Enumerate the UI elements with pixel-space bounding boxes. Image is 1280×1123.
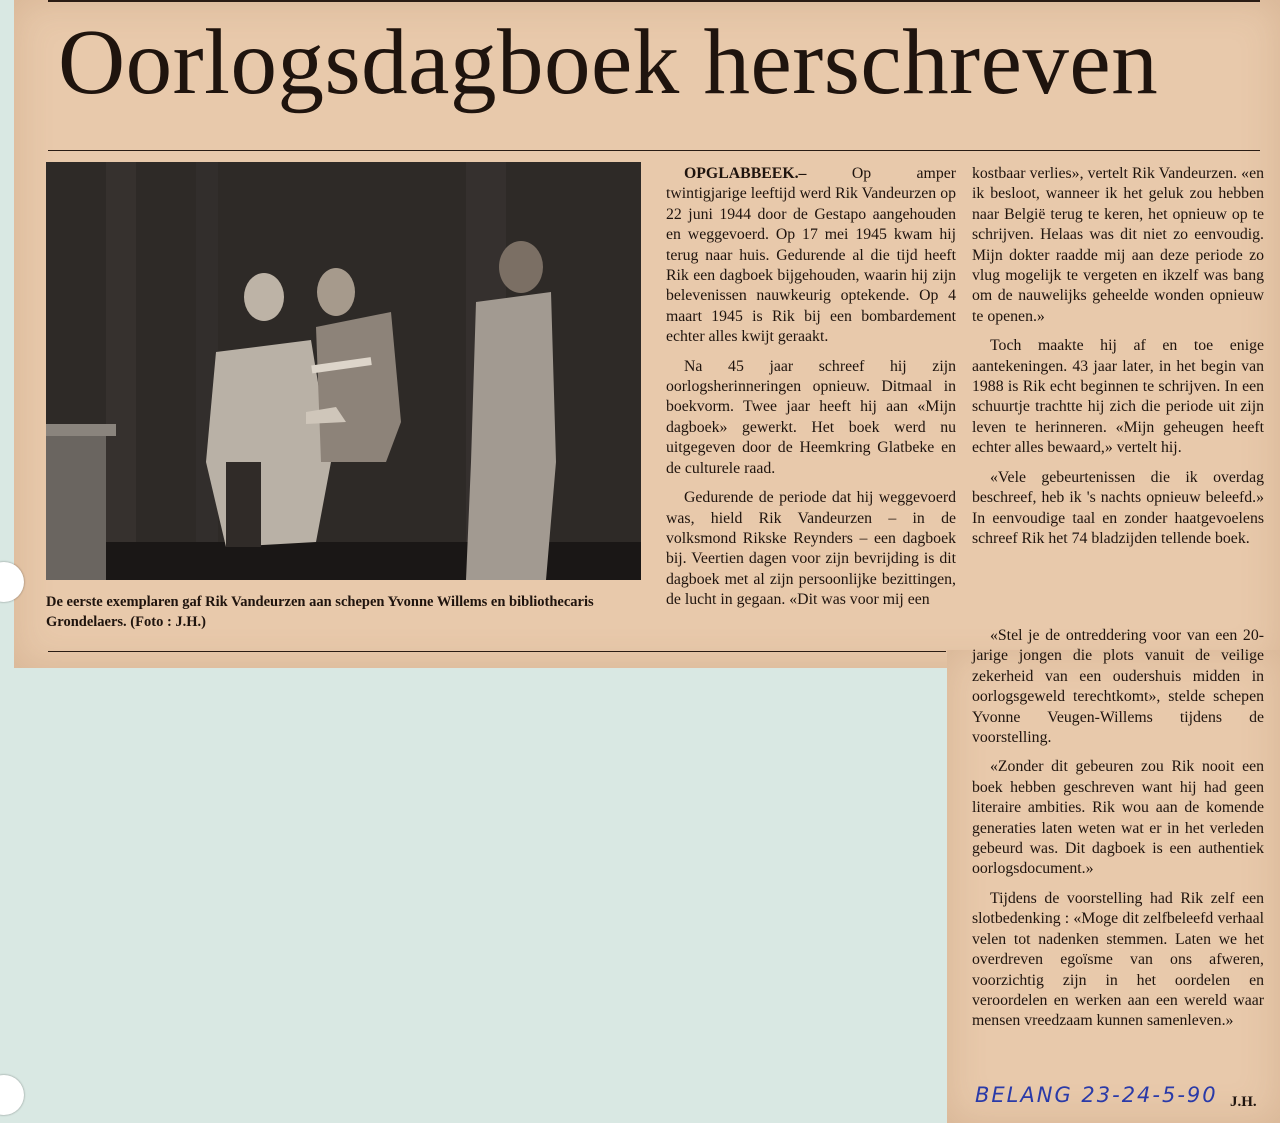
top-rule bbox=[48, 0, 1260, 2]
paragraph: Na 45 jaar schreef hij zijn oorlogsherinneringen opnieuw. Ditmaal in boekvorm. Twee jaar heeft hij aan «Mijn dagboek» gewerkt. Het boek werd nu uitgegeven door de Heemkring Glatbeke en de culturele raad. bbox=[666, 357, 956, 477]
paragraph: kostbaar verlies», vertelt Rik Vandeurzen. «en ik besloot, wanneer ik het geluk zou hebben naar België terug te keren, het opnieuw op te schrijven. Helaas was dit niet zo eenvoudig. Mijn dokter raadde mij aan deze periode zo vlug mogelijk te vergeten en ikzelf was bang om de nauwelijks geheelde wonden opnieuw te openen.» bbox=[972, 165, 1264, 325]
news-photo bbox=[46, 162, 641, 580]
paragraph: «Stel je de ontreddering voor van een 20-jarige jongen die plots vanuit de veilige zekerheid van een oudershuis midden in oorlogsgeweld terechtkomt», stelde schepen Yvonne Veugen-Willems tijdens de voorstelling. bbox=[972, 627, 1264, 747]
article-column-1 bbox=[666, 164, 956, 620]
paragraph: Tijdens de voorstelling had Rik zelf een slotbedenking : «Moge dit zelfbeleefd verhaal velen tot nadenken stemmen. Laten we het overdreven egoïsme van ons afweren, voorzichtig zijn in het oordelen en veroordelen en werken aan een wereld waar mensen vreedzaam kunnen samenleven.» bbox=[972, 889, 1264, 1030]
bottom-rule bbox=[48, 651, 946, 652]
paragraph bbox=[666, 164, 956, 348]
punch-hole bbox=[0, 1075, 24, 1115]
author-signature: J.H. bbox=[1230, 1094, 1257, 1110]
photo-caption: De eerste exemplaren gaf Rik Vandeurzen aan schepen Yvonne Willems en bibliothecaris Grondelaers. (Foto : J.H.) bbox=[46, 594, 594, 630]
headline: Oorlogsdagboek herschreven bbox=[58, 11, 1159, 114]
paragraph: «Zonder dit gebeuren zou Rik nooit een boek hebben geschreven want hij had geen literaire ambities. Rik wou aan de komende generaties laten weten wat er in het verleden gebeurd was. Dit dagboek is een authentiek oorlogsdocument.» bbox=[972, 758, 1264, 878]
paragraph: Gedurende de periode dat hij weggevoerd was, hield Rik Vandeurzen – in de volksmond Rikske Reynders – een dagboek bij. Veertien dagen voor zijn bevrijding is dit dagboek met al zijn persoonlijke bezittingen, de lucht in gegaan. «Dit was voor mij een bbox=[666, 489, 956, 609]
dateline: OPGLABBEEK.– bbox=[684, 165, 807, 182]
article-column-3 bbox=[972, 626, 1264, 1041]
paragraph: «Vele gebeurtenissen die ik overdag beschreef, heb ik 's nachts opnieuw beleefd.» In eenvoudige taal en zonder haatgevoelens schreef Rik het 74 bladzijden tellende boek. bbox=[972, 468, 1264, 547]
headline-rule bbox=[48, 150, 1260, 151]
paragraph-text: Op amper twintigjarige leeftijd werd Rik Vandeurzen op 22 juni 1944 door de Gestapo aangehouden en weggevoerd. Op 17 mei 1945 kwam hij terug naar huis. Gedurende al die tijd heeft Rik een dagboek bijgehouden, waarin hij zijn belevenissen nauwkeurig optekende. Op 4 maart 1945 is Rik bij een bombardement echter alles kwijt geraakt. bbox=[666, 165, 956, 346]
photo-illustration bbox=[46, 162, 641, 580]
paragraph: Toch maakte hij af en toe enige aantekeningen. 43 jaar later, in het begin van 1988 is Rik echt beginnen te schrijven. In een schuurtje trachtte hij zich die periode uit zijn leven te herinneren. «Mijn geheugen heeft echter alles bewaard,» vertelt hij. bbox=[972, 337, 1264, 457]
handwritten-note: BELANG 23-24-5-90 bbox=[975, 1083, 1218, 1107]
article-column-2 bbox=[972, 164, 1264, 558]
